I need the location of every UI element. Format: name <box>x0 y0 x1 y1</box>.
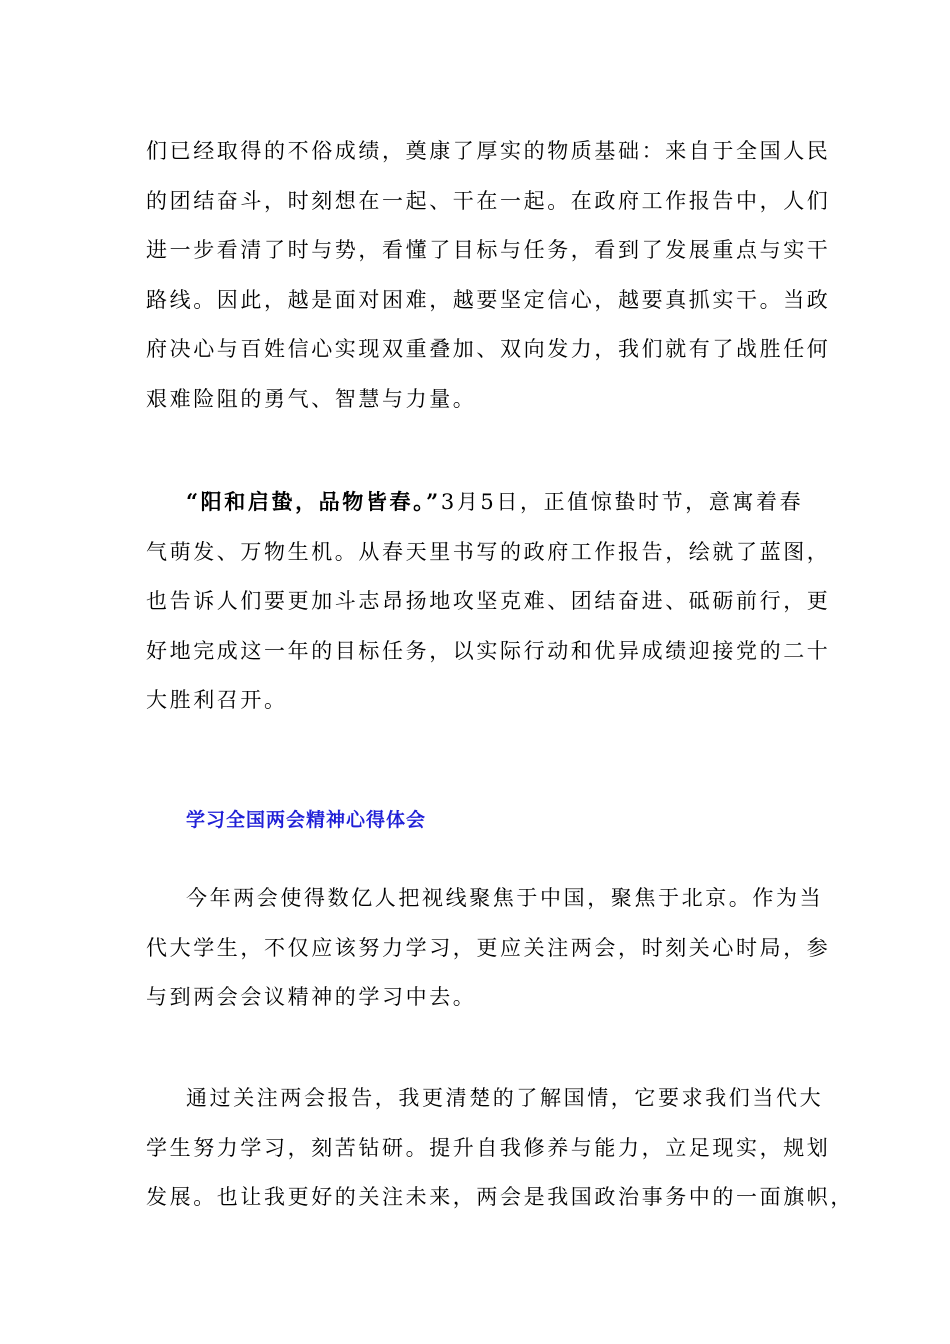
paragraph-1 <box>146 127 831 425</box>
paragraph-1-line-5: 府决心与百姓信心实现双重叠加、双向发力，我们就有了战胜任何 <box>146 337 831 362</box>
paragraph-3-line-1: 今年两会使得数亿人把视线聚焦于中国，聚焦于北京。作为当 <box>186 886 824 910</box>
paragraph-1-line-1: 们已经取得的不俗成绩，奠康了厚实的物质基础：来自于全国人民 <box>146 139 831 163</box>
paragraph-2-line-2: 气萌发、万物生机。从春天里书写的政府工作报告，绘就了蓝图， <box>146 539 831 564</box>
paragraph-3-line-2: 代大学生，不仅应该努力学习，更应关注两会，时刻关心时局，参 <box>146 935 831 960</box>
paragraph-3-line-3: 与到两会会议精神的学习中去。 <box>146 985 477 1010</box>
section-heading: 学习全国两会精神心得体会 <box>186 809 427 831</box>
paragraph-1-line-2: 的团结奋斗，时刻想在一起、干在一起。在政府工作报告中，人们 <box>146 188 831 213</box>
paragraph-4-line-3: 发展。也让我更好的关注未来，两会是我国政治事务中的一面旗帜， <box>146 1185 854 1210</box>
paragraph-1-line-6: 艰难险阻的勇气、智慧与力量。 <box>146 386 477 411</box>
paragraph-2-line-5: 大胜利召开。 <box>146 688 288 713</box>
paragraph-2 <box>146 477 831 726</box>
quote-text: “阳和启蛰，品物皆春。” <box>186 489 441 514</box>
paragraph-2-line-4: 好地完成这一年的目标任务，以实际行动和优异成绩迎接党的二十 <box>146 638 831 663</box>
paragraph-1-line-4: 路线。因此，越是面对困难，越要坚定信心，越要真抓实干。当政 <box>146 287 831 312</box>
paragraph-2-line-1 <box>146 477 822 528</box>
paragraph-2-line-1-rest: 3月5日，正值惊蛰时节，意寓着春 <box>440 490 804 514</box>
paragraph-4 <box>146 1074 854 1223</box>
paragraph-2-line-3: 也告诉人们要更加斗志昂扬地攻坚克难、团结奋进、砥砺前行，更 <box>146 589 831 614</box>
paragraph-3 <box>146 874 831 1023</box>
paragraph-4-line-1: 通过关注两会报告，我更清楚的了解国情，它要求我们当代大 <box>186 1086 824 1110</box>
paragraph-1-line-3: 进一步看清了时与势，看懂了目标与任务，看到了发展重点与实干 <box>146 238 831 263</box>
paragraph-4-line-2: 学生努力学习，刻苦钻研。提升自我修养与能力，立足现实，规划 <box>146 1135 831 1160</box>
